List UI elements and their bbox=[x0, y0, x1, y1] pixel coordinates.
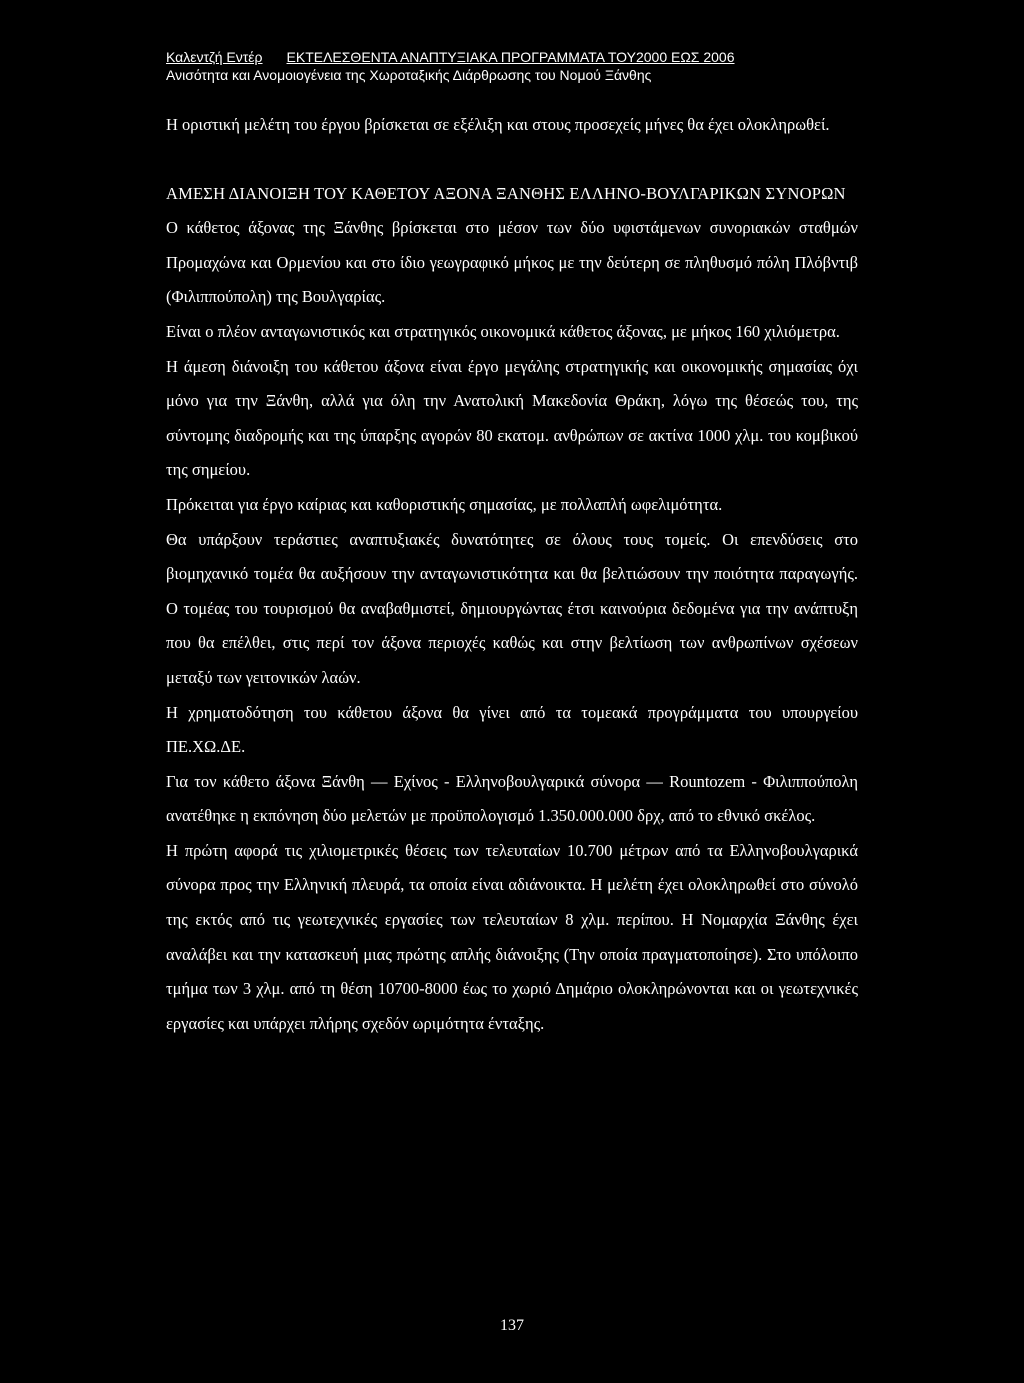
document-body bbox=[166, 108, 858, 1041]
header-subtitle: Ανισότητα και Ανομοιογένεια της Χωροταξικής Διάρθρωσης του Νομού Ξάνθης bbox=[166, 67, 652, 83]
paragraph: Θα υπάρξουν τεράστιες αναπτυξιακές δυνατότητες σε όλους τους τομείς. Οι επενδύσεις στο βιομηχανικό τομέα θα αυξήσουν την ανταγωνιστικότητα και θα βελτιώσουν την ποιότητα παραγωγής. Ο τομέας του τουρισμού θα αναβαθμιστεί, δημιουργώντας έτσι καινούρια δεδομένα για την ανάπτυξη που θα επέλθει, στις περί τον άξονα περιοχές καθώς και στην βελτίωση των ανθρωπίνων σχέσεων μεταξύ των γειτονικών λαών. bbox=[166, 529, 858, 687]
paragraph: Είναι ο πλέον ανταγωνιστικός και στρατηγικός οικονομικά κάθετος άξονας, με μήκος 160 χιλιόμετρα. bbox=[166, 321, 840, 341]
paragraph: Πρόκειται για έργο καίριας και καθοριστικής σημασίας, με πολλαπλή ωφελιμότητα. bbox=[166, 494, 723, 514]
header-series: ΕΚΤΕΛΕΣΘΕΝΤΑ ΑΝΑΠΤΥΞΙΑΚΑ ΠΡΟΓΡΑΜΜΑΤΑ ΤΟΥ2000 ΕΩΣ 2006 bbox=[286, 49, 735, 65]
page-number: 137 bbox=[500, 1317, 524, 1334]
paragraph: Η άμεση διάνοιξη του κάθετου άξονα είναι έργο μεγάλης στρατηγικής και οικονομικής σημασίας όχι μόνο για την Ξάνθη, αλλά για όλη την Ανατολική Μακεδονία Θράκη, λόγω της θέσεώς του, της σύντομης διαδρομής και της ύπαρξης αγορών 80 εκατομ. ανθρώπων σε ακτίνα 1000 χλμ. του κομβικού της σημείου. bbox=[166, 356, 858, 480]
section-heading: ΑΜΕΣΗ ΔΙΑΝΟΙΞΗ ΤΟΥ ΚΑΘΕΤΟΥ ΑΞΟΝΑ ΞΑΝΘΗΣ ΕΛΛΗΝΟ-ΒΟΥΛΓΑΡΙΚΩΝ ΣΥΝΟΡΩΝ bbox=[166, 183, 846, 203]
paragraph: Η χρηματοδότηση του κάθετου άξονα θα γίνει από τα τομεακά προγράμματα του υπουργείου ΠΕ.ΧΩ.ΔΕ. bbox=[166, 702, 858, 757]
page-header bbox=[166, 48, 866, 84]
paragraph: Για τον κάθετο άξονα Ξάνθη — Εχίνος - Ελληνοβουλγαρικά σύνορα — Rountozem - Φιλιππούπολη ανατέθηκε η εκπόνηση δύο μελετών με προϋπολογισμό 1.350.000.000 δρχ, από το εθνικό σκέλος. bbox=[166, 771, 858, 826]
header-author: Καλεντζή Εντέρ bbox=[166, 49, 263, 65]
intro-paragraph: Η οριστική μελέτη του έργου βρίσκεται σε εξέλιξη και στους προσεχείς μήνες θα έχει ολοκληρωθεί. bbox=[166, 115, 830, 134]
paragraph: Ο κάθετος άξονας της Ξάνθης βρίσκεται στο μέσον των δύο υφιστάμενων συνοριακών σταθμών Προμαχώνα και Ορμενίου και στο ίδιο γεωγραφικό μήκος με την δεύτερη σε πληθυσμό πόλη Πλόβντιβ (Φιλιππούπολη) της Βουλγαρίας. bbox=[166, 218, 858, 307]
paragraph: Η πρώτη αφορά τις χιλιομετρικές θέσεις των τελευταίων 10.700 μέτρων από τα Ελληνοβουλγαρικά σύνορα προς την Ελληνική πλευρά, τα οποία είναι αδιάνοικτα. Η μελέτη έχει ολοκληρωθεί στο σύνολό της εκτός από τις γεωτεχνικές εργασίες των τελευταίων 8 χλμ. περίπου. Η Νομαρχία Ξάνθης έχει αναλάβει και την κατασκευή μιας πρώτης απλής διάνοιξης (Την οποία πραγματοποίησε). Στο υπόλοιπο τμήμα των 3 χλμ. από τη θέση 10700-8000 έως το χωριό Δημάριο ολοκληρώνονται και οι γεωτεχνικές εργασίες και υπάρχει πλήρης σχεδόν ωριμότητα ένταξης. bbox=[166, 840, 858, 1033]
